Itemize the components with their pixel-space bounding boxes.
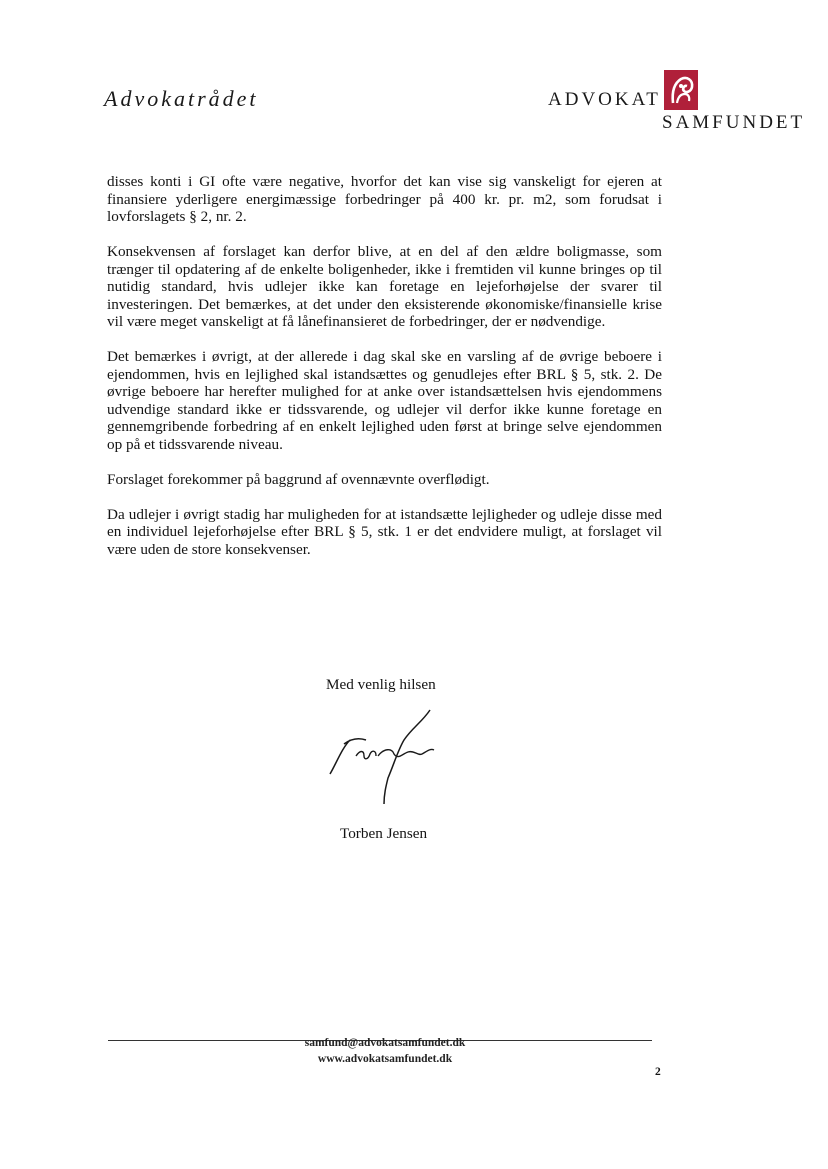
footer-email: samfund@advokatsamfundet.dk xyxy=(304,1037,466,1049)
advokatsamfundet-logo xyxy=(548,66,808,136)
handwritten-signature xyxy=(322,708,442,808)
signer-name: Torben Jensen xyxy=(340,825,428,842)
paragraph-1: disses konti i GI ofte være negative, hvorfor det kan vise sig vanskeligt for ejeren at finansiere yderligere energimæssige forbedringer på 400 kr. pr. m2, som forudsat i lovforslagets § 2, nr. 2. xyxy=(107,173,662,225)
header-title: Advokatrådet xyxy=(104,86,259,111)
paragraph-4: Forslaget forekommer på baggrund af ovennævnte overflødigt. xyxy=(107,470,490,488)
logo-emblem-icon xyxy=(664,70,698,110)
closing-greeting: Med venlig hilsen xyxy=(326,676,436,693)
logo-word-samfundet: SAMFUNDET xyxy=(662,112,806,133)
footer-website: www.advokatsamfundet.dk xyxy=(317,1053,453,1065)
paragraph-5: Da udlejer i øvrigt stadig har muligheden for at istandsætte lejligheder og udleje disse med en individuel lejeforhøjelse efter BRL § 5, stk. 1 er det endvidere muligt, at forslaget vil være uden de store konsekvenser. xyxy=(107,505,662,558)
letter-body xyxy=(107,173,662,576)
paragraph-2: Konsekvensen af forslaget kan derfor blive, at en del af den ældre boligmasse, som trænger til opdatering af de enkelte boligenheder, ikke i fremtiden vil kunne bringes op til nutidig standard, hvis udlejer ikke kan foretage en lejeforhøjelse der svarer til investeringen. Det bemærkes, at det under den eksisterende økonomiske/finansielle krise vil være meget vanskeligt at få lånefinansieret de forbedringer, der er nødvendige. xyxy=(107,243,662,330)
page-number: 2 xyxy=(655,1066,661,1078)
logo-word-advokat: ADVOKAT xyxy=(548,89,661,110)
paragraph-3: Det bemærkes i øvrigt, at der allerede i dag skal ske en varsling af de øvrige beboere i ejendommen, hvis en lejlighed skal istandsættes og genudlejes efter BRL § 5, stk. 2. De øvrige beboere har herefter mulighed for at anke over istandsættelsen hvis ejendommens udvendige standard ikke er tidssvarende, og udlejer vil derfor ikke kunne foretage en gennemgribende forbedring af en enkelt lejlighed uden først at bringe selve ejendommen op på et tidssvarende niveau. xyxy=(107,348,662,453)
